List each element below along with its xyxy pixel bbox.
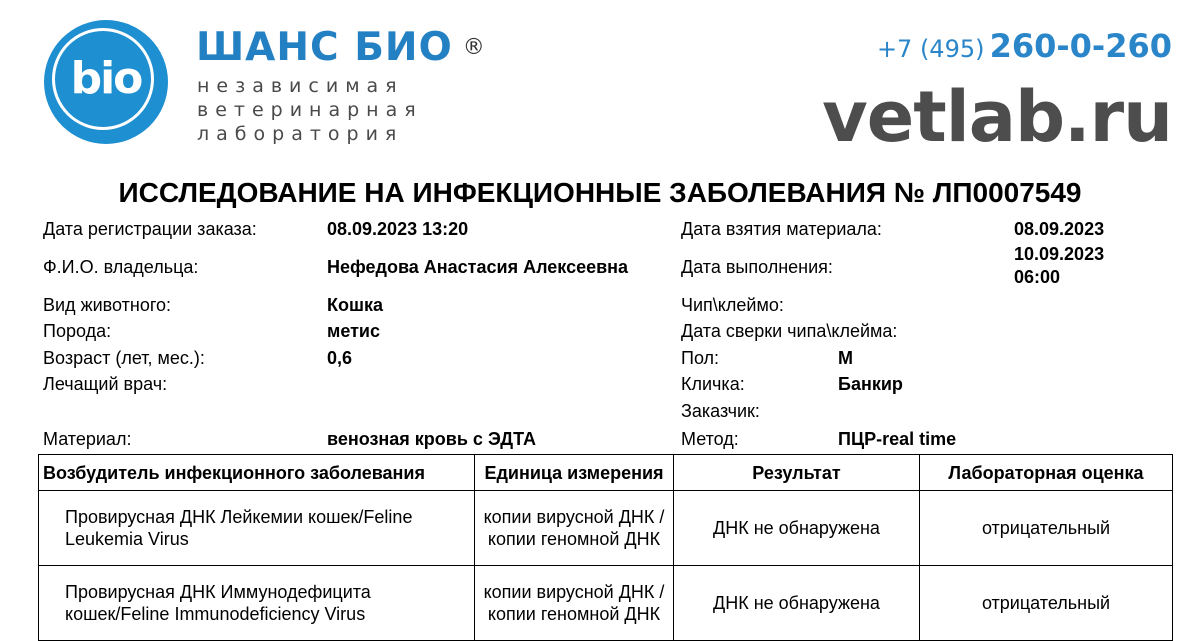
doctor-label: Лечащий врач:	[43, 374, 168, 394]
brand-text: ШАНС БИО	[196, 25, 453, 70]
age-label: Возраст (лет, мес.):	[43, 348, 205, 368]
col-header-pathogen: Возбудитель инфекционного заболевания	[39, 455, 475, 491]
sex-label: Пол:	[681, 348, 720, 368]
document-title: ИССЛЕДОВАНИЕ НА ИНФЕКЦИОННЫЕ ЗАБОЛЕВАНИЯ № ЛП0007549	[118, 177, 1082, 208]
pathogen-cell: Провирусная ДНК Лейкемии кошек/Feline Leukemia Virus	[39, 491, 475, 566]
done-date-label: Дата выполнения:	[681, 257, 833, 277]
report-header	[0, 0, 1200, 165]
breed-label: Порода:	[43, 321, 112, 341]
registered-mark: ®	[462, 35, 486, 60]
owner-value: Нефедова Анастасия Алексеевна	[327, 257, 629, 277]
table-header-row	[39, 455, 1173, 491]
brand-name	[196, 26, 486, 70]
done-time-value: 06:00	[1014, 267, 1061, 287]
sample-date-label: Дата взятия материала:	[681, 219, 882, 239]
nickname-label: Кличка:	[681, 374, 745, 394]
website: vetlab.ru	[822, 76, 1172, 158]
phone-prefix: +7 (495)	[876, 35, 985, 63]
result-cell: ДНК не обнаружена	[674, 566, 920, 641]
chip-check-label: Дата сверки чипа\клейма:	[681, 321, 898, 341]
species-value: Кошка	[327, 295, 384, 315]
pathogen-cell: Провирусная ДНК Иммунодефицита кошек/Feline Immunodeficiency Virus	[39, 566, 475, 641]
age-value: 0,6	[327, 348, 353, 368]
sex-value: М	[838, 348, 853, 368]
species-label: Вид животного:	[43, 295, 172, 315]
unit-cell: копии вирусной ДНК / копии геномной ДНК	[475, 491, 674, 566]
assessment-cell: отрицательный	[920, 491, 1173, 566]
breed-value: метис	[327, 321, 380, 341]
assessment-cell: отрицательный	[920, 566, 1173, 641]
phone-number: 260-0-260	[989, 27, 1172, 65]
chip-label: Чип\клеймо:	[681, 295, 784, 315]
reg-date-value: 08.09.2023 13:20	[327, 219, 469, 239]
logo-text: bio	[70, 53, 142, 104]
result-cell: ДНК не обнаружена	[674, 491, 920, 566]
col-header-unit: Единица измерения	[475, 455, 674, 491]
material-value: венозная кровь с ЭДТА	[327, 429, 536, 449]
sample-date-value: 08.09.2023	[1014, 219, 1105, 239]
done-date-value: 10.09.2023	[1014, 244, 1105, 264]
table-row	[39, 491, 1173, 566]
phone	[877, 26, 1172, 72]
customer-label: Заказчик:	[681, 401, 760, 421]
unit-cell: копии вирусной ДНК / копии геномной ДНК	[475, 566, 674, 641]
table-row	[39, 566, 1173, 641]
tagline-line-1: независимая	[197, 75, 404, 97]
col-header-assessment: Лабораторная оценка	[920, 455, 1173, 491]
tagline-line-2: ветеринарная	[197, 99, 423, 121]
tagline-line-3: лаборатория	[197, 123, 404, 145]
results-table	[38, 454, 1173, 641]
method-value: ПЦР-real time	[838, 429, 957, 449]
nickname-value: Банкир	[838, 374, 903, 394]
material-label: Материал:	[43, 429, 132, 449]
method-label: Метод:	[681, 429, 739, 449]
reg-date-label: Дата регистрации заказа:	[43, 219, 257, 239]
bio-logo	[44, 20, 168, 144]
owner-label: Ф.И.О. владельца:	[43, 257, 199, 277]
col-header-result: Результат	[674, 455, 920, 491]
